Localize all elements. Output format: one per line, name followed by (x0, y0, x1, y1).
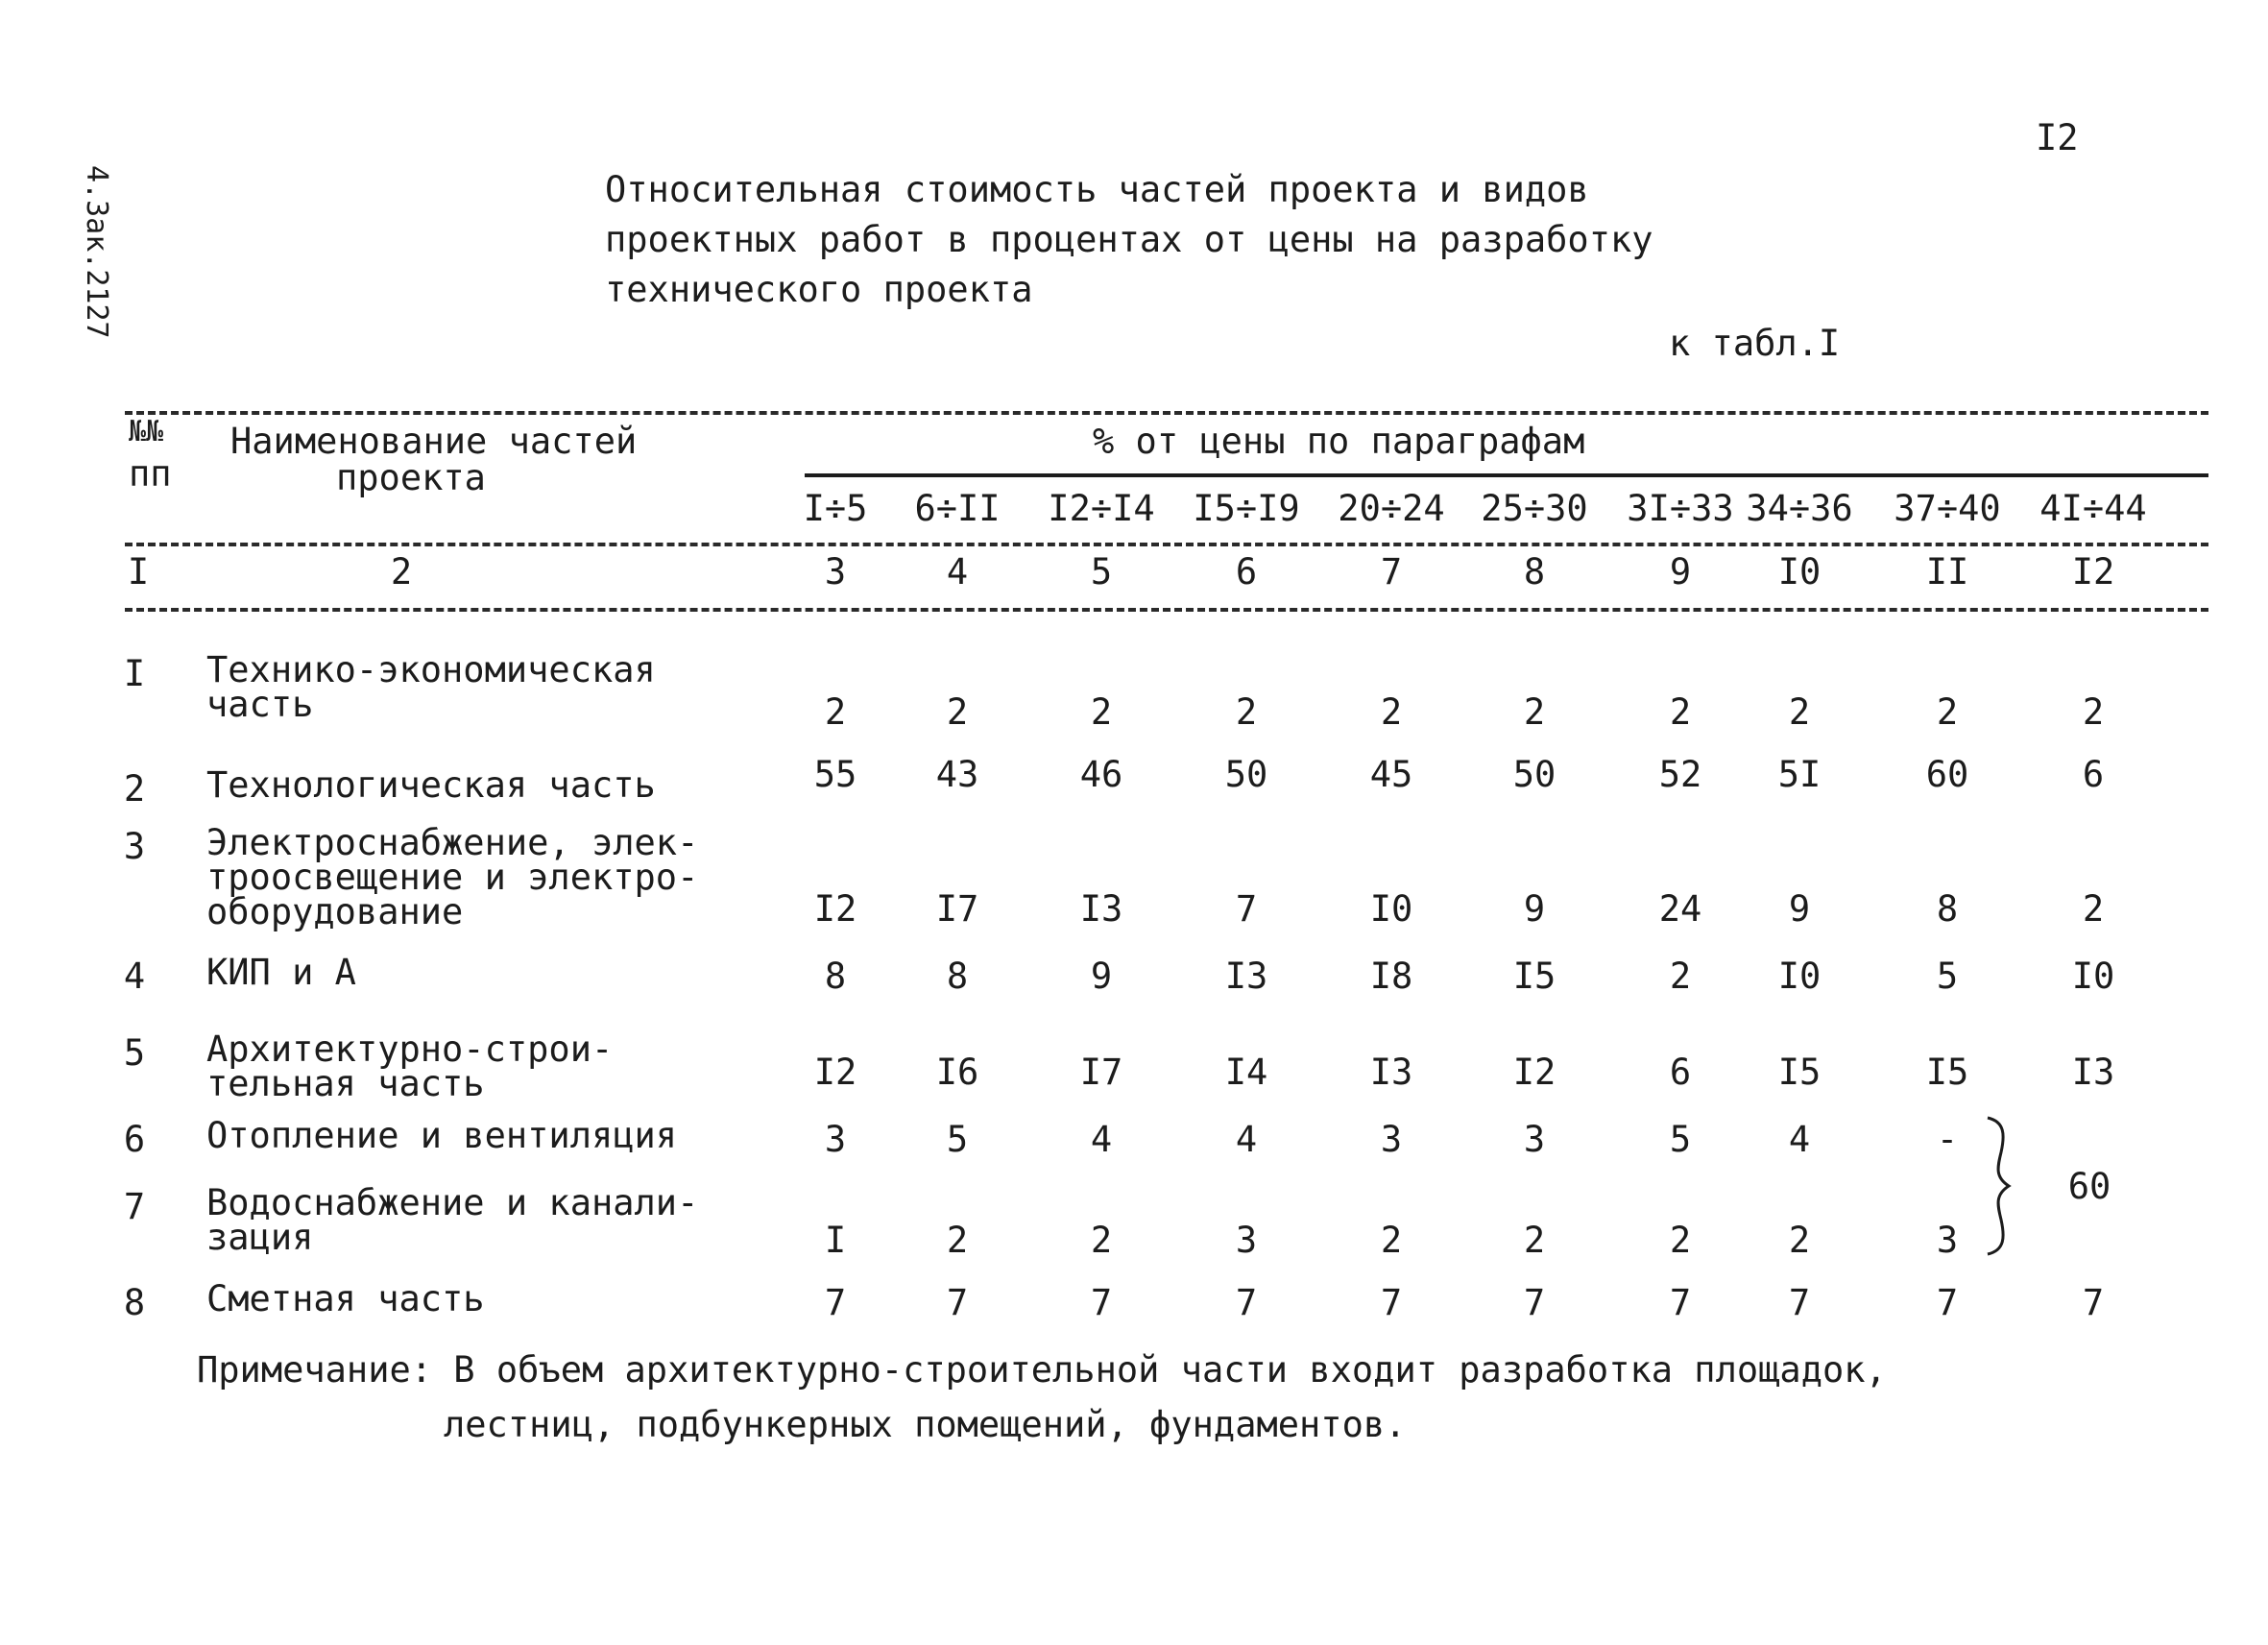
title-line-2: проектных работ в процентах от цены на разработку (605, 219, 1653, 260)
value-cell: 7 (1523, 1282, 1546, 1323)
note-line-1: Примечание: В объем архитектурно-строительной части входит разработка площадок, (197, 1349, 1887, 1391)
value-cell: 8 (824, 956, 847, 997)
range-header-cell: 4I÷44 (2039, 488, 2147, 529)
value-cell: 3 (1936, 1220, 1959, 1261)
row-number: 5 (123, 1032, 146, 1074)
range-header-cell: I÷5 (803, 488, 868, 529)
row-name-line: тельная часть (206, 1063, 485, 1104)
value-cell: 7 (1669, 1282, 1692, 1323)
header-name-line2: проекта (336, 457, 486, 498)
value-cell: 4 (1235, 1119, 1258, 1160)
value-cell: 9 (1788, 888, 1811, 930)
value-cell: 9 (1523, 888, 1546, 930)
value-cell: 50 (1512, 754, 1556, 795)
value-cell: I (824, 1220, 847, 1261)
row-name-line: Технико-экономическая (206, 649, 656, 690)
range-header-cell: I2÷I4 (1048, 488, 1155, 529)
column-number-cell: 7 (1380, 551, 1403, 593)
row-number: 4 (123, 956, 146, 997)
value-cell: I0 (1777, 956, 1822, 997)
value-cell: 2 (1669, 691, 1692, 733)
column-number-cell: 8 (1523, 551, 1546, 593)
value-cell: 6 (1669, 1052, 1692, 1093)
value-cell: I2 (813, 888, 857, 930)
value-cell: I3 (2071, 1052, 2115, 1093)
value-cell: 52 (1658, 754, 1702, 795)
header-num-top: №№ (129, 415, 164, 448)
value-cell: 2 (1523, 1220, 1546, 1261)
column-number-cell: 9 (1669, 551, 1692, 593)
row-name-line: Отопление и вентиляция (206, 1115, 678, 1156)
value-cell: 5 (946, 1119, 969, 1160)
value-cell: 3 (1235, 1220, 1258, 1261)
value-cell: I7 (935, 888, 979, 930)
value-cell: 7 (1936, 1282, 1959, 1323)
value-cell: I2 (1512, 1052, 1556, 1093)
row-number: 3 (123, 826, 146, 867)
row-number: 7 (123, 1186, 146, 1227)
value-cell: 3 (1380, 1119, 1403, 1160)
value-cell: I0 (2071, 956, 2115, 997)
row-number: 6 (123, 1119, 146, 1160)
range-header-cell: 6÷II (914, 488, 1001, 529)
row-name-line: Архитектурно-строи- (206, 1028, 614, 1070)
value-cell: 6 (2082, 754, 2105, 795)
row-name-line: Сметная часть (206, 1278, 485, 1319)
value-cell: I5 (1512, 956, 1556, 997)
row-name-line: Электроснабжение, элек- (206, 822, 699, 863)
value-cell: 24 (1658, 888, 1702, 930)
value-cell: I3 (1224, 956, 1268, 997)
row-number: 8 (123, 1282, 146, 1323)
column-number-cell: II (1925, 551, 1969, 593)
value-cell: 4 (1788, 1119, 1811, 1160)
value-cell: 7 (1090, 1282, 1113, 1323)
value-cell: 4 (1090, 1119, 1113, 1160)
range-header-cell: 3I÷33 (1627, 488, 1734, 529)
title-line-1: Относительная стоимость частей проекта и видов (605, 169, 1589, 210)
value-cell: I3 (1369, 1052, 1413, 1093)
page-number: I2 (2036, 117, 2079, 158)
value-cell: 50 (1224, 754, 1268, 795)
value-cell: I3 (1079, 888, 1123, 930)
value-cell: 2 (1380, 691, 1403, 733)
value-cell: 3 (1523, 1119, 1546, 1160)
value-cell: I6 (935, 1052, 979, 1093)
row-number: I (123, 653, 146, 694)
row-name-line: КИП и А (206, 952, 356, 993)
margin-archive-code: 4.Зак.2127 (80, 165, 113, 339)
value-cell: 7 (946, 1282, 969, 1323)
table-reference: к табл.I (1669, 323, 1841, 364)
value-cell: 60 (1925, 754, 1969, 795)
value-cell: I4 (1224, 1052, 1268, 1093)
value-cell: 7 (1235, 1282, 1258, 1323)
note-line-2: лестниц, подбункерных помещений, фундаментов. (444, 1404, 1407, 1445)
range-header-cell: 25÷30 (1481, 488, 1588, 529)
value-cell: 7 (1235, 888, 1258, 930)
value-cell: 9 (1090, 956, 1113, 997)
value-cell: 45 (1369, 754, 1413, 795)
row-name-line: Водоснабжение и канали- (206, 1182, 699, 1223)
value-cell: 46 (1079, 754, 1123, 795)
value-cell: 2 (946, 1220, 969, 1261)
range-header-cell: 34÷36 (1746, 488, 1853, 529)
title-line-3: технического проекта (605, 269, 1033, 310)
range-header-cell: 37÷40 (1894, 488, 2001, 529)
column-number-cell: I0 (1777, 551, 1822, 593)
value-cell: 2 (1090, 691, 1113, 733)
value-cell: 2 (1936, 691, 1959, 733)
value-cell: I5 (1777, 1052, 1822, 1093)
value-cell: 55 (813, 754, 857, 795)
row-name-line: оборудование (206, 891, 464, 932)
value-cell: 2 (1380, 1220, 1403, 1261)
column-number-cell: I2 (2071, 551, 2115, 593)
value-cell: 2 (824, 691, 847, 733)
group-header-rule (805, 473, 2208, 477)
value-cell: 8 (946, 956, 969, 997)
value-cell: 2 (1235, 691, 1258, 733)
value-cell: 3 (824, 1119, 847, 1160)
value-cell: 7 (1380, 1282, 1403, 1323)
value-cell: 2 (1669, 956, 1692, 997)
value-cell: 8 (1936, 888, 1959, 930)
value-cell: 5 (1669, 1119, 1692, 1160)
value-cell: 2 (1090, 1220, 1113, 1261)
merged-value-cell: 60 (2067, 1166, 2111, 1207)
range-header-cell: 20÷24 (1338, 488, 1445, 529)
row-name-line: часть (206, 684, 314, 725)
value-cell: 2 (2082, 691, 2105, 733)
column-number-cell: 6 (1235, 551, 1258, 593)
header-num-bottom: пп (129, 453, 172, 495)
column-number-cell: 2 (390, 551, 413, 593)
value-cell: I2 (813, 1052, 857, 1093)
header-name-line1: Наименование частей (230, 421, 638, 462)
value-cell: 7 (824, 1282, 847, 1323)
value-cell: I8 (1369, 956, 1413, 997)
value-cell: I0 (1369, 888, 1413, 930)
value-cell: I7 (1079, 1052, 1123, 1093)
row-name-line: троосвещение и электро- (206, 857, 699, 898)
column-number-cell: 3 (824, 551, 847, 593)
row-name-line: зация (206, 1217, 314, 1258)
value-cell: - (1936, 1119, 1959, 1160)
value-cell: 2 (946, 691, 969, 733)
value-cell: 7 (1788, 1282, 1811, 1323)
value-cell: I5 (1925, 1052, 1969, 1093)
value-cell: 43 (935, 754, 979, 795)
top-dashed-rule (125, 411, 2208, 415)
row-number: 2 (123, 768, 146, 810)
value-cell: 7 (2082, 1282, 2105, 1323)
value-cell: 2 (1788, 691, 1811, 733)
column-number-cell: 4 (946, 551, 969, 593)
column-numbers-top-rule (125, 543, 2208, 546)
value-cell: 2 (1788, 1220, 1811, 1261)
column-number-cell: I (127, 551, 150, 593)
value-cell: 5I (1777, 754, 1822, 795)
range-header-cell: I5÷I9 (1193, 488, 1300, 529)
value-cell: 2 (2082, 888, 2105, 930)
column-number-cell: 5 (1090, 551, 1113, 593)
value-cell: 2 (1523, 691, 1546, 733)
column-numbers-bottom-rule (125, 608, 2208, 612)
value-cell: 5 (1936, 956, 1959, 997)
value-cell: 2 (1669, 1220, 1692, 1261)
header-group-label: % от цены по параграфам (1093, 421, 1585, 462)
row-name-line: Технологическая часть (206, 764, 656, 806)
